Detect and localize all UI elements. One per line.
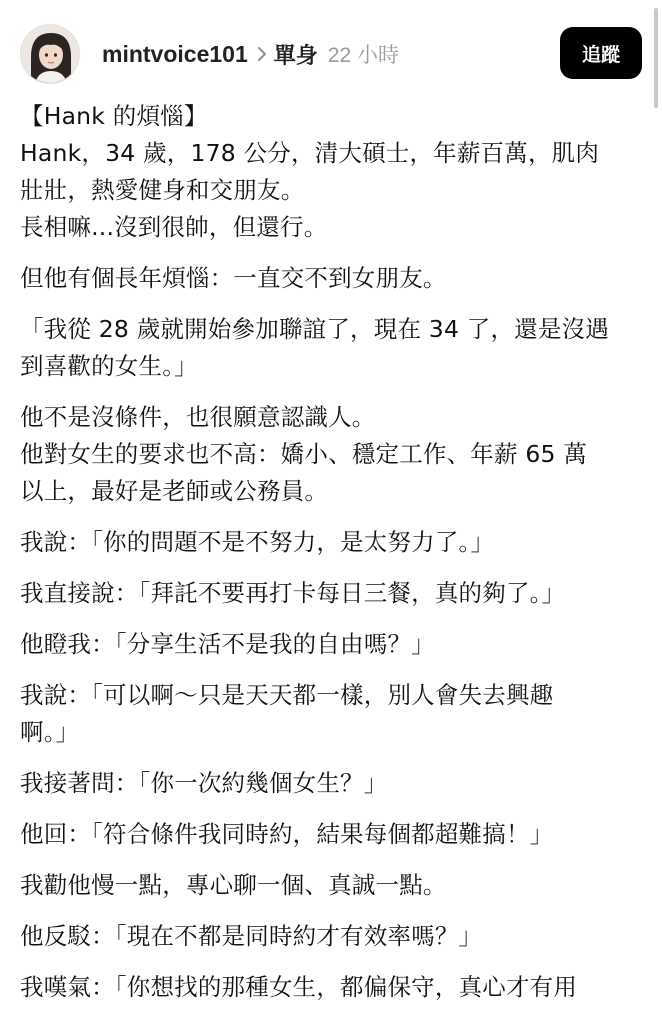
post-text-line: 到喜歡的女生。」 [20,352,198,380]
post-paragraph [20,260,640,297]
avatar-portrait-icon [21,25,80,84]
post-text-line: 我說：「你的問題不是不努力，是太努力了。」 [20,528,495,556]
username-link[interactable]: mintvoice101 [102,40,248,67]
post-text-line: 他反駁：「現在不都是同時約才有效率嗎？」 [20,922,483,950]
post-text-line: 壯壯，熱愛健身和交朋友。 [20,176,305,204]
post-text-line: 我說：「可以啊～只是天天都一樣，別人會失去興趣 [20,681,554,709]
post-text-line: 我嘆氣：「你想找的那種女生，都偏保守，真心才有用 [20,973,578,1001]
post-meta [102,38,399,70]
post-text-line: 以上，最好是老師或公務員。 [20,477,329,505]
post-text-line: 但他有個長年煩惱：一直交不到女朋友。 [20,264,447,292]
post-text-line: 他回：「符合條件我同時約，結果每個都超難搞！」 [20,820,554,848]
follow-button[interactable]: 追蹤 [560,27,642,79]
post-text-line: 啊。」 [20,718,80,746]
post-text-line: 我接著問：「你一次約幾個女生？」 [20,769,388,797]
post-paragraph [20,311,640,385]
post-text-line: 他不是沒條件，也很願意認識人。 [20,403,376,431]
post-text-line: 長相嘛...沒到很帥，但還行。 [20,213,328,241]
chevron-right-icon [256,45,268,63]
topic-tag-link[interactable]: 單身 [273,43,318,69]
post-header [0,0,662,100]
post-paragraph [20,524,640,561]
scrollbar[interactable] [654,8,658,108]
post-paragraph [20,918,640,955]
post-text-line: 【Hank 的煩惱】 [20,102,208,130]
post-text-line: 他瞪我：「分享生活不是我的自由嗎？」 [20,630,435,658]
avatar[interactable] [20,24,80,84]
post-paragraph [20,399,640,510]
post-text-line: 我直接說：「拜託不要再打卡每日三餐，真的夠了。」 [20,579,566,607]
post-text-line: 他對女生的要求也不高：嬌小、穩定工作、年薪 65 萬 [20,440,588,468]
post-timestamp: 22 小時 [327,44,399,67]
post-body [20,98,640,1020]
post-paragraph [20,677,640,751]
post-paragraph [20,98,640,246]
post-text-line: 我勸他慢一點，專心聊一個、真誠一點。 [20,871,447,899]
post-text-line: Hank，34 歲，178 公分，清大碩士，年薪百萬，肌肉 [20,139,600,167]
post-paragraph [20,575,640,612]
post-paragraph [20,816,640,853]
post-paragraph [20,969,640,1006]
post-text-line: 「我從 28 歲就開始參加聯誼了，現在 34 了，還是沒遇 [20,315,609,343]
post-paragraph [20,867,640,904]
post-paragraph [20,626,640,663]
post-paragraph [20,765,640,802]
